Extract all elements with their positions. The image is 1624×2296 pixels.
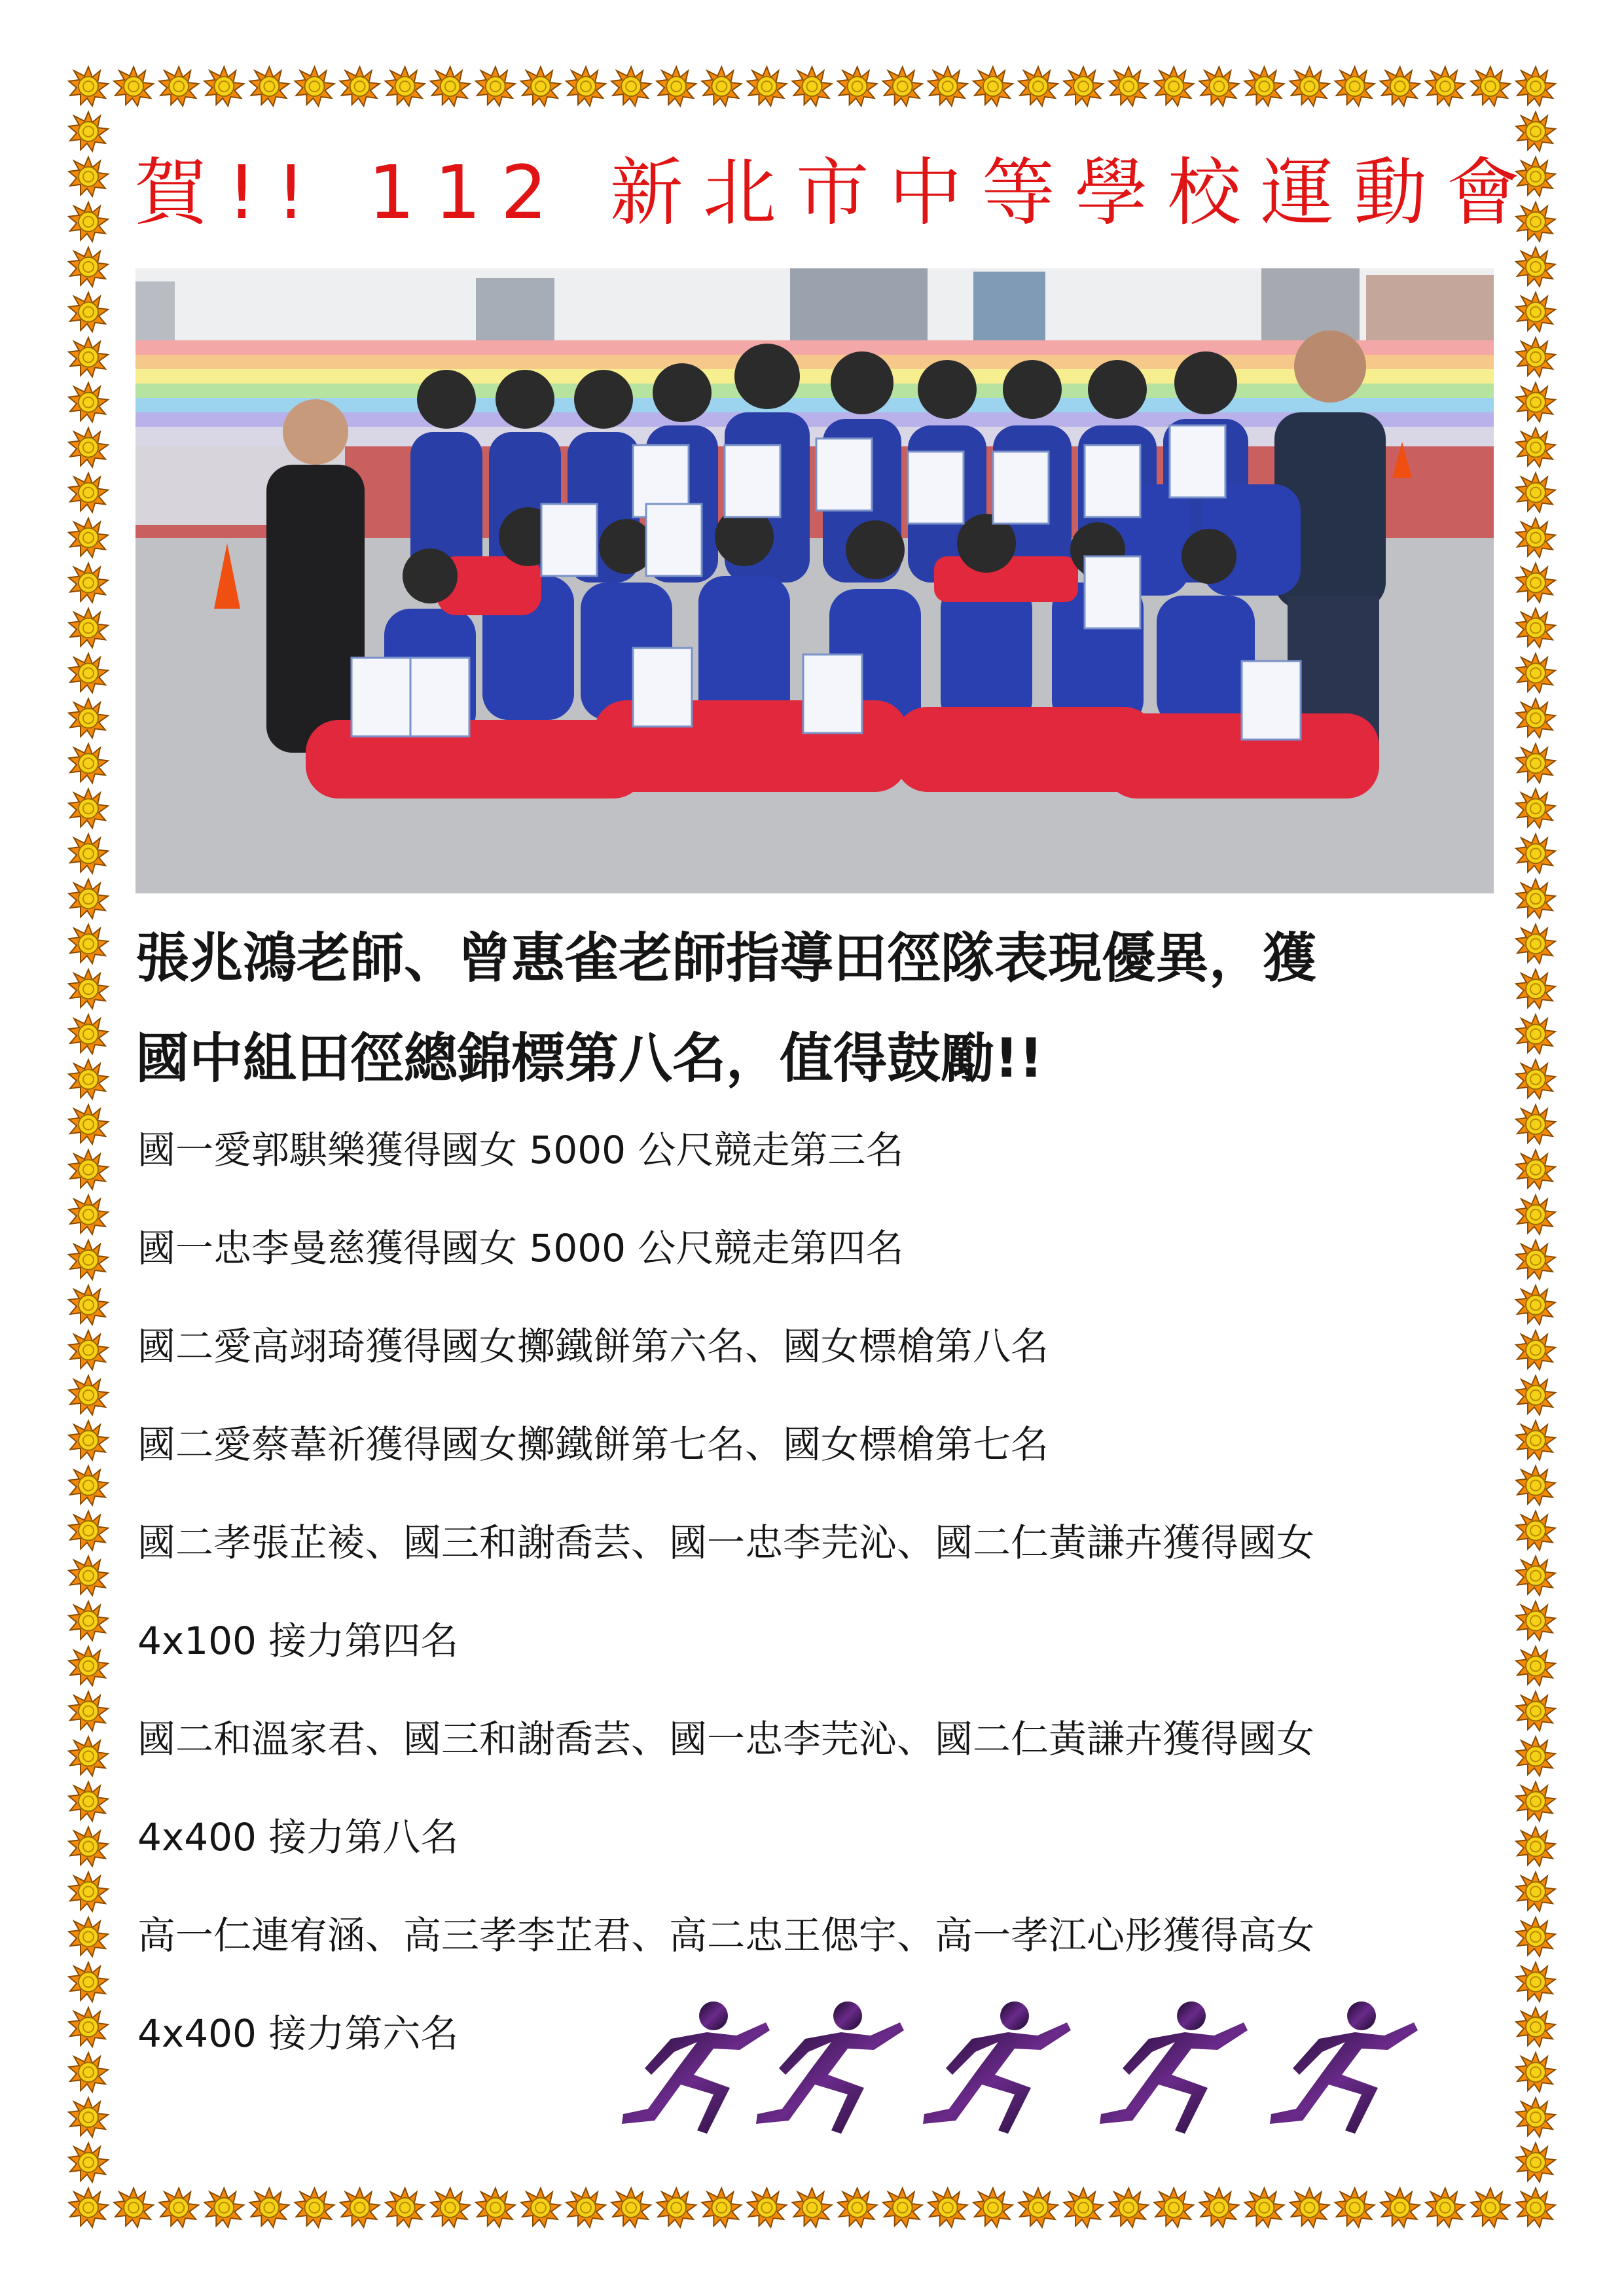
sun-icon <box>1516 1060 1555 1099</box>
result-line: 4x100 接力第四名 <box>137 1619 459 1663</box>
sun-icon <box>1516 2188 1555 2227</box>
sun-icon <box>69 834 108 873</box>
sun-icon <box>69 1331 108 1370</box>
sun-icon <box>883 2188 922 2227</box>
sun-icon <box>386 67 425 106</box>
sun-icon <box>1335 67 1375 106</box>
sun-icon <box>476 2188 515 2227</box>
sun-icon <box>1516 1105 1555 1144</box>
sun-icon <box>295 67 334 106</box>
sun-icon <box>1109 2188 1148 2227</box>
sun-icon <box>1516 473 1555 512</box>
sun-icon <box>747 2188 786 2227</box>
sun-icon <box>1516 1466 1555 1505</box>
sun-icon <box>1516 2143 1555 2182</box>
sun-icon <box>69 1195 108 1234</box>
sun-icon <box>1019 67 1058 106</box>
sun-icon <box>1516 1376 1555 1415</box>
result-line: 國二和溫家君、國三和謝喬芸、國一忠李芫沁、國二仁黃謙卉獲得國女 <box>137 1717 1315 1761</box>
sun-icon <box>1516 789 1555 828</box>
sprinter-icon <box>1100 2001 1248 2134</box>
sun-icon <box>69 473 108 512</box>
sun-icon <box>204 2188 244 2227</box>
sun-icon <box>1516 383 1555 422</box>
sun-icon <box>521 67 560 106</box>
sun-icon <box>69 383 108 422</box>
sun-icon <box>69 247 108 287</box>
sun-icon <box>159 67 198 106</box>
sun-icon <box>1516 1872 1555 1911</box>
page-title: 賀!! 112 新北市中等學校運動會 <box>134 151 1540 236</box>
sun-icon <box>69 1782 108 1821</box>
sun-icon <box>1516 834 1555 873</box>
sun-icon <box>1516 924 1555 963</box>
sun-icon <box>702 2188 741 2227</box>
sprinter-icon <box>923 2001 1071 2134</box>
sun-icon <box>1516 428 1555 467</box>
result-line: 國一忠李曼慈獲得國女 5000 公尺競走第四名 <box>137 1226 904 1270</box>
sun-icon <box>69 1962 108 2001</box>
sun-icon <box>69 67 108 106</box>
sun-icon <box>657 2188 696 2227</box>
sun-icon <box>1516 1421 1555 1460</box>
sun-icon <box>1426 67 1465 106</box>
sun-icon <box>793 2188 832 2227</box>
sun-icon <box>1516 1602 1555 1641</box>
result-line: 國一愛郭騏樂獲得國女 5000 公尺競走第三名 <box>137 1128 904 1172</box>
sun-icon <box>69 112 108 151</box>
sun-icon <box>69 1466 108 1505</box>
sun-icon <box>611 2188 651 2227</box>
sun-icon <box>1516 1014 1555 1054</box>
sun-icon <box>1019 2188 1058 2227</box>
sun-icon <box>69 1285 108 1325</box>
sun-icon <box>69 653 108 692</box>
sun-icon <box>69 1736 108 1776</box>
sun-icon <box>1154 67 1193 106</box>
sun-icon <box>1199 2188 1238 2227</box>
sun-icon <box>69 1872 108 1911</box>
sun-icon <box>69 969 108 1009</box>
sun-icon <box>431 67 470 106</box>
sun-icon <box>1516 1511 1555 1551</box>
sun-icon <box>1064 67 1103 106</box>
sun-icon <box>1516 698 1555 738</box>
sun-icon <box>1426 2188 1465 2227</box>
sun-icon <box>1516 2053 1555 2092</box>
result-line: 4x400 接力第六名 <box>137 2011 459 2056</box>
sun-icon <box>1290 67 1329 106</box>
sun-icon <box>69 202 108 242</box>
sun-icon <box>69 1827 108 1866</box>
sun-icon <box>1516 653 1555 692</box>
sun-icon <box>1516 293 1555 332</box>
sun-icon <box>69 1060 108 1099</box>
sun-icon <box>340 67 380 106</box>
sun-icon <box>249 2188 289 2227</box>
sun-icon <box>1516 1331 1555 1370</box>
sun-icon <box>340 2188 380 2227</box>
sun-icon <box>838 67 877 106</box>
sun-icon <box>566 67 605 106</box>
sun-icon <box>69 518 108 558</box>
sun-icon <box>838 2188 877 2227</box>
sun-icon <box>1290 2188 1329 2227</box>
team-photo <box>135 268 1494 893</box>
sun-icon <box>657 67 696 106</box>
sun-icon <box>1516 1691 1555 1731</box>
sun-icon <box>69 157 108 196</box>
headline-line-1: 張兆鴻老師、曾惠雀老師指導田徑隊表現優異，獲 <box>135 927 1317 990</box>
sun-icon <box>69 1014 108 1054</box>
sun-icon <box>883 67 922 106</box>
sun-icon <box>1516 564 1555 603</box>
sun-icon <box>69 428 108 467</box>
result-line: 國二愛高翊琦獲得國女擲鐵餅第六名、國女標槍第八名 <box>137 1324 1049 1369</box>
sun-icon <box>1516 1240 1555 1280</box>
sun-icon <box>69 1105 108 1144</box>
sun-icon <box>69 1602 108 1641</box>
sun-icon <box>69 1240 108 1280</box>
sun-icon <box>69 2143 108 2182</box>
sun-icon <box>69 564 108 603</box>
sun-icon <box>1335 2188 1375 2227</box>
result-line: 4x400 接力第八名 <box>137 1815 459 1859</box>
runners-decoration <box>615 1996 1466 2147</box>
sun-icon <box>1109 67 1148 106</box>
sun-icon <box>295 2188 334 2227</box>
sun-icon <box>521 2188 560 2227</box>
sun-icon <box>1516 1827 1555 1866</box>
sun-icon <box>1199 67 1238 106</box>
sun-icon <box>566 2188 605 2227</box>
sun-icon <box>69 1150 108 1189</box>
sprinter-icon <box>756 2001 904 2134</box>
sun-icon <box>69 1376 108 1415</box>
sun-icon <box>611 67 651 106</box>
sun-icon <box>1516 2007 1555 2047</box>
sun-icon <box>1516 1962 1555 2001</box>
sun-icon <box>69 924 108 963</box>
sun-icon <box>69 1691 108 1731</box>
sun-icon <box>69 879 108 918</box>
sun-icon <box>928 2188 967 2227</box>
sun-icon <box>69 2188 108 2227</box>
sun-icon <box>114 2188 153 2227</box>
sun-icon <box>204 67 244 106</box>
sun-icon <box>431 2188 470 2227</box>
sun-icon <box>973 67 1013 106</box>
sun-icon <box>1516 518 1555 558</box>
sun-icon <box>1471 2188 1510 2227</box>
sun-icon <box>386 2188 425 2227</box>
sun-icon <box>69 1511 108 1551</box>
sun-icon <box>69 338 108 377</box>
sun-icon <box>69 2098 108 2137</box>
sun-icon <box>1516 1556 1555 1596</box>
sun-icon <box>793 67 832 106</box>
sun-icon <box>1516 608 1555 647</box>
sun-icon <box>69 698 108 738</box>
sun-icon <box>159 2188 198 2227</box>
headline-line-2: 國中組田徑總錦標第八名，值得鼓勵!! <box>135 1028 1043 1090</box>
result-line: 國二愛蔡葦祈獲得國女擲鐵餅第七名、國女標槍第七名 <box>137 1422 1049 1467</box>
sun-icon <box>69 789 108 828</box>
sun-icon <box>69 1556 108 1596</box>
sun-icon <box>1516 67 1555 106</box>
sun-icon <box>1154 2188 1193 2227</box>
sun-icon <box>69 1917 108 1956</box>
sun-icon <box>702 67 741 106</box>
result-line: 國二孝張芷裬、國三和謝喬芸、國一忠李芫沁、國二仁黃謙卉獲得國女 <box>137 1520 1315 1565</box>
sun-icon <box>1516 2098 1555 2137</box>
sun-icon <box>1516 969 1555 1009</box>
sun-icon <box>69 2053 108 2092</box>
sun-icon <box>1516 1195 1555 1234</box>
sun-icon <box>973 2188 1013 2227</box>
sun-icon <box>69 608 108 647</box>
sun-icon <box>1380 2188 1420 2227</box>
sun-icon <box>69 2007 108 2047</box>
sun-icon <box>1516 1782 1555 1821</box>
sun-icon <box>1064 2188 1103 2227</box>
sun-icon <box>1516 1647 1555 1686</box>
sun-icon <box>1380 67 1420 106</box>
result-line: 高一仁連宥涵、高三孝李芷君、高二忠王偲宇、高一孝江心彤獲得高女 <box>137 1913 1315 1958</box>
sun-icon <box>1244 67 1284 106</box>
sun-icon <box>114 67 153 106</box>
sun-icon <box>1516 1917 1555 1956</box>
sun-icon <box>1516 1736 1555 1776</box>
sprinter-icon <box>1270 2001 1418 2134</box>
sun-icon <box>69 744 108 783</box>
sun-icon <box>928 67 967 106</box>
sun-icon <box>69 293 108 332</box>
sun-icon <box>1516 338 1555 377</box>
sun-icon <box>1516 1150 1555 1189</box>
sun-icon <box>747 67 786 106</box>
sun-icon <box>476 67 515 106</box>
sun-icon <box>249 67 289 106</box>
sprinter-icon <box>622 2001 770 2134</box>
sun-icon <box>1244 2188 1284 2227</box>
sun-icon <box>1471 67 1510 106</box>
sun-icon <box>69 1421 108 1460</box>
sun-icon <box>1516 744 1555 783</box>
sun-icon <box>69 1647 108 1686</box>
sun-icon <box>1516 1285 1555 1325</box>
sun-icon <box>1516 879 1555 918</box>
sun-icon <box>1516 247 1555 287</box>
